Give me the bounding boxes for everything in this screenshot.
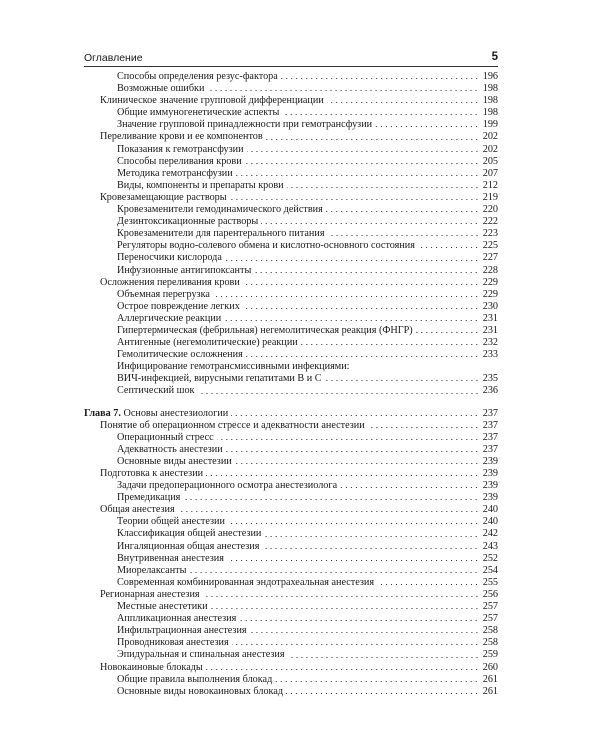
toc-section-entry[interactable] bbox=[84, 662, 498, 674]
toc-entry-title: Операционный стресс bbox=[117, 431, 214, 443]
toc-section-entry[interactable] bbox=[84, 420, 498, 432]
toc-page-number: 236 bbox=[482, 385, 498, 397]
toc-page-number: 229 bbox=[482, 276, 498, 288]
toc-entry-title: Антигенные (негемолитические) реакции bbox=[117, 337, 298, 349]
toc-subsection-entry[interactable] bbox=[84, 516, 498, 528]
toc-entry-title: Адекватность анестезии bbox=[117, 443, 223, 455]
toc-entry-title: Гемолитические осложнения bbox=[117, 349, 243, 361]
toc-entry-title: Кровезамещающие растворы bbox=[100, 191, 227, 203]
toc-entry-title: Миорелаксанты bbox=[117, 564, 187, 576]
toc-section-entry[interactable] bbox=[84, 504, 498, 516]
toc-page-number: 205 bbox=[482, 155, 498, 167]
dot-leader bbox=[230, 198, 479, 201]
page-number: 5 bbox=[491, 51, 498, 63]
toc-entry-title: Кровезаменители гемодинамического действия bbox=[117, 204, 323, 216]
dot-leader bbox=[368, 426, 479, 429]
toc-page-number: 258 bbox=[482, 637, 498, 649]
toc-page-number: 225 bbox=[482, 240, 498, 252]
toc-page-number: 222 bbox=[482, 216, 498, 228]
toc-page-number: 202 bbox=[482, 131, 498, 143]
toc-entry-title: Классификация общей анестезии bbox=[117, 528, 262, 540]
toc-page-number: 242 bbox=[482, 528, 498, 540]
toc-subsection-entry[interactable] bbox=[84, 228, 498, 240]
toc-entry-title: Методика гемотрансфузии bbox=[117, 167, 233, 179]
table-of-contents bbox=[84, 71, 498, 698]
dot-leader bbox=[281, 77, 479, 80]
dot-leader bbox=[178, 510, 479, 513]
toc-page-number: 219 bbox=[482, 191, 498, 203]
dot-leader bbox=[198, 392, 479, 395]
toc-subsection-entry[interactable] bbox=[84, 216, 498, 228]
toc-subsection-entry[interactable] bbox=[84, 289, 498, 301]
dot-leader bbox=[327, 101, 479, 104]
toc-entry-title: Понятие об операционном стрессе и адекватности анестезии bbox=[100, 419, 365, 431]
toc-entry-title: Переливание крови и ее компонентов bbox=[100, 131, 263, 143]
toc-entry-title: Кровезаменители для парентерального питания bbox=[117, 228, 325, 240]
toc-page-number: 232 bbox=[482, 337, 498, 349]
toc-entry-title: Дезинтоксикационные растворы bbox=[117, 216, 259, 228]
toc-page-number: 199 bbox=[482, 119, 498, 131]
toc-page-number: 260 bbox=[482, 661, 498, 673]
dot-leader bbox=[231, 414, 479, 417]
toc-subsection-entry[interactable] bbox=[84, 337, 498, 349]
chapter-title: Основы анестезиологии bbox=[123, 407, 229, 419]
toc-page-number: 233 bbox=[482, 349, 498, 361]
toc-entry-title: Объемная перегрузка bbox=[117, 288, 210, 300]
toc-page-number: 256 bbox=[482, 588, 498, 600]
toc-page-number: 207 bbox=[482, 167, 498, 179]
dot-leader bbox=[282, 113, 479, 116]
toc-chapter-entry[interactable] bbox=[84, 408, 498, 420]
dot-leader bbox=[226, 450, 479, 453]
dot-leader bbox=[250, 631, 479, 634]
toc-entry-title: Инфильтрационная анестезия bbox=[117, 625, 247, 637]
toc-page-number: 196 bbox=[482, 71, 498, 82]
toc-subsection-entry[interactable] bbox=[84, 637, 498, 649]
toc-page-number: 198 bbox=[482, 95, 498, 107]
toc-subsection-entry[interactable] bbox=[84, 456, 498, 468]
toc-entry-title: Эпидуральная и спинальная анестезия bbox=[117, 649, 285, 661]
toc-page-number: 198 bbox=[482, 107, 498, 119]
toc-entry-title: Общие иммуногенетические аспекты bbox=[117, 107, 280, 119]
toc-entry-title: Подготовка к анестезии bbox=[100, 468, 204, 479]
toc-entry-title: Теории общей анестезии bbox=[117, 516, 225, 528]
toc-page-number: 223 bbox=[482, 228, 498, 240]
toc-subsection-entry[interactable] bbox=[84, 686, 498, 698]
toc-entry-title: Значение групповой принадлежности при гемотрансфузии bbox=[117, 119, 373, 131]
toc-entry-title: Премедикация bbox=[117, 492, 181, 504]
toc-entry-title: Способы переливания крови bbox=[117, 155, 242, 167]
dot-leader bbox=[247, 150, 479, 153]
toc-subsection-entry[interactable] bbox=[84, 361, 498, 373]
toc-subsection-entry[interactable] bbox=[84, 432, 498, 444]
toc-entry-title bbox=[84, 408, 228, 420]
dot-leader bbox=[275, 680, 479, 683]
dot-leader bbox=[243, 283, 479, 286]
dot-leader bbox=[287, 186, 479, 189]
toc-page-number: 240 bbox=[482, 504, 498, 516]
toc-subsection-entry[interactable] bbox=[84, 625, 498, 637]
dot-leader bbox=[418, 246, 479, 249]
toc-subsection-entry[interactable] bbox=[84, 83, 498, 95]
toc-entry-title: Основные виды анестезии bbox=[117, 455, 232, 467]
toc-subsection-entry[interactable] bbox=[84, 674, 498, 686]
running-header bbox=[84, 52, 498, 67]
toc-subsection-entry[interactable] bbox=[84, 144, 498, 156]
toc-page-number: 237 bbox=[482, 443, 498, 455]
toc-page-number: 231 bbox=[482, 312, 498, 324]
dot-leader bbox=[239, 619, 479, 622]
toc-page-number: 243 bbox=[482, 540, 498, 552]
toc-subsection-entry[interactable] bbox=[84, 373, 498, 385]
toc-entry-title: Клиническое значение групповой дифференциации bbox=[100, 95, 324, 107]
dot-leader bbox=[245, 162, 479, 165]
toc-page-number: 261 bbox=[482, 685, 498, 697]
toc-entry-title: Септический шок bbox=[117, 385, 195, 397]
toc-subsection-entry[interactable] bbox=[84, 71, 498, 83]
toc-subsection-entry[interactable] bbox=[84, 107, 498, 119]
toc-page-number: 257 bbox=[482, 601, 498, 613]
toc-subsection-entry[interactable] bbox=[84, 168, 498, 180]
toc-page-number: 231 bbox=[482, 324, 498, 336]
toc-entry-title: Регионарная анестезия bbox=[100, 588, 200, 600]
toc-subsection-entry[interactable] bbox=[84, 480, 498, 492]
dot-leader bbox=[301, 343, 479, 346]
dot-leader bbox=[288, 656, 479, 659]
dot-leader bbox=[203, 595, 479, 598]
toc-section-entry[interactable] bbox=[84, 468, 498, 480]
toc-entry-title: Регуляторы водно-солевого обмена и кислотно-основного состояния bbox=[117, 240, 415, 252]
toc-entry-title: Современная комбинированная эндотрахеальная анестезия bbox=[117, 576, 375, 588]
toc-page-number: 259 bbox=[482, 649, 498, 661]
toc-page-number: 212 bbox=[482, 179, 498, 191]
toc-page-number: 230 bbox=[482, 300, 498, 312]
dot-leader bbox=[232, 643, 479, 646]
toc-entry-title: Гипертермическая (фебрильная) негемолитическая реакция (ФНГР) bbox=[117, 324, 413, 336]
dot-leader bbox=[189, 571, 479, 574]
dot-leader bbox=[206, 668, 479, 671]
dot-leader bbox=[183, 498, 479, 501]
toc-page-number: 220 bbox=[482, 204, 498, 216]
toc-subsection-entry[interactable] bbox=[84, 252, 498, 264]
dot-leader bbox=[377, 583, 479, 586]
toc-entry-title: Способы определения резус-фактора bbox=[117, 71, 278, 82]
dot-leader bbox=[206, 474, 479, 477]
toc-page-number: 254 bbox=[482, 564, 498, 576]
toc-page-number: 239 bbox=[482, 492, 498, 504]
toc-subsection-entry[interactable] bbox=[84, 649, 498, 661]
toc-page-number: 237 bbox=[482, 419, 498, 431]
toc-entry-title: Осложнения переливания крови bbox=[100, 276, 240, 288]
toc-subsection-entry[interactable] bbox=[84, 601, 498, 613]
toc-subsection-entry[interactable] bbox=[84, 156, 498, 168]
dot-leader bbox=[225, 259, 479, 262]
toc-section-entry[interactable] bbox=[84, 277, 498, 289]
toc-subsection-entry[interactable] bbox=[84, 541, 498, 553]
toc-subsection-entry[interactable] bbox=[84, 313, 498, 325]
toc-section-entry[interactable] bbox=[84, 95, 498, 107]
dot-leader bbox=[236, 174, 479, 177]
dot-leader bbox=[246, 355, 479, 358]
toc-page-number: 239 bbox=[482, 480, 498, 492]
toc-subsection-entry[interactable] bbox=[84, 325, 498, 337]
chapter-label: Глава 7. bbox=[84, 407, 121, 419]
toc-entry-title: Ингаляционная общая анестезия bbox=[117, 540, 260, 552]
dot-leader bbox=[235, 462, 479, 465]
toc-entry-title: Показания к гемотрансфузии bbox=[117, 143, 244, 155]
toc-section-entry[interactable] bbox=[84, 589, 498, 601]
dot-leader bbox=[213, 295, 479, 298]
toc-page-number: 198 bbox=[482, 83, 498, 95]
toc-entry-title: Проводниковая анестезия bbox=[117, 637, 229, 649]
toc-page-number: 228 bbox=[482, 264, 498, 276]
toc-page-number: 258 bbox=[482, 625, 498, 637]
dot-leader bbox=[375, 125, 479, 128]
toc-page-number: 237 bbox=[482, 431, 498, 443]
toc-subsection-entry[interactable] bbox=[84, 119, 498, 131]
toc-page-number: 239 bbox=[482, 455, 498, 467]
toc-subsection-entry[interactable] bbox=[84, 180, 498, 192]
toc-page-number: 255 bbox=[482, 576, 498, 588]
dot-leader bbox=[243, 307, 479, 310]
dot-leader bbox=[416, 331, 479, 334]
toc-section-entry[interactable] bbox=[84, 131, 498, 143]
toc-entry-title: Инфицирование гемотрансмиссивными инфекциями: bbox=[117, 361, 350, 373]
dot-leader bbox=[328, 234, 479, 237]
dot-leader bbox=[266, 138, 479, 141]
chapter-gap bbox=[84, 398, 498, 408]
dot-leader bbox=[211, 607, 479, 610]
toc-entry-title: Переносчики кислорода bbox=[117, 252, 222, 264]
toc-page-number: 261 bbox=[482, 673, 498, 685]
toc-entry-title: Общая анестезия bbox=[100, 504, 175, 516]
dot-leader bbox=[217, 438, 479, 441]
toc-entry-title: Общие правила выполнения блокад bbox=[117, 673, 273, 685]
dot-leader bbox=[264, 535, 479, 538]
toc-entry-title: Основные виды новокаиновых блокад bbox=[117, 685, 284, 697]
toc-page-number: 237 bbox=[482, 407, 498, 419]
toc-page-number: 252 bbox=[482, 552, 498, 564]
toc-page-number: 227 bbox=[482, 252, 498, 264]
dot-leader bbox=[224, 319, 479, 322]
dot-leader bbox=[326, 210, 479, 213]
dot-leader bbox=[261, 222, 479, 225]
toc-page-number: 235 bbox=[482, 373, 498, 385]
toc-subsection-entry[interactable] bbox=[84, 349, 498, 361]
toc-page-number: 240 bbox=[482, 516, 498, 528]
toc-entry-title: Местные анестетики bbox=[117, 601, 208, 613]
toc-subsection-entry[interactable] bbox=[84, 565, 498, 577]
toc-entry-title: Внутривенная анестезия bbox=[117, 552, 224, 564]
dot-leader bbox=[340, 486, 479, 489]
toc-subsection-entry[interactable] bbox=[84, 265, 498, 277]
dot-leader bbox=[262, 547, 479, 550]
toc-entry-title: Задачи предоперационного осмотра анестезиолога bbox=[117, 480, 338, 492]
toc-entry-title: Острое повреждение легких bbox=[117, 300, 240, 312]
dot-leader bbox=[207, 89, 479, 92]
toc-page-number: 257 bbox=[482, 613, 498, 625]
toc-page-number: 229 bbox=[482, 288, 498, 300]
dot-leader bbox=[325, 379, 479, 382]
toc-entry-title: Возможные ошибки bbox=[117, 83, 205, 95]
toc-page-number: 239 bbox=[482, 468, 498, 479]
toc-subsection-entry[interactable] bbox=[84, 613, 498, 625]
toc-subsection-entry[interactable] bbox=[84, 492, 498, 504]
toc-subsection-entry[interactable] bbox=[84, 301, 498, 313]
toc-section-entry[interactable] bbox=[84, 192, 498, 204]
toc-entry-title: Инфузионные антигипоксанты bbox=[117, 264, 252, 276]
toc-entry-title: Аллергические реакции bbox=[117, 312, 222, 324]
dot-leader bbox=[228, 522, 479, 525]
toc-subsection-entry[interactable] bbox=[84, 240, 498, 252]
toc-subsection-entry[interactable] bbox=[84, 204, 498, 216]
toc-page-number: 202 bbox=[482, 143, 498, 155]
toc-entry-title: Аппликационная анестезия bbox=[117, 613, 237, 625]
dot-leader bbox=[227, 559, 479, 562]
toc-entry-title: Виды, компоненты и препараты крови bbox=[117, 179, 284, 191]
toc-subsection-entry[interactable] bbox=[84, 385, 498, 397]
dot-leader bbox=[254, 271, 479, 274]
toc-subsection-entry[interactable] bbox=[84, 577, 498, 589]
toc-entry-title: ВИЧ-инфекцией, вирусными гепатитами В и С bbox=[117, 373, 322, 385]
toc-subsection-entry[interactable] bbox=[84, 444, 498, 456]
toc-subsection-entry[interactable] bbox=[84, 528, 498, 540]
dot-leader bbox=[286, 692, 479, 695]
toc-entry-title: Новокаиновые блокады bbox=[100, 661, 203, 673]
running-header-title: Оглавление bbox=[84, 52, 143, 64]
toc-subsection-entry[interactable] bbox=[84, 553, 498, 565]
